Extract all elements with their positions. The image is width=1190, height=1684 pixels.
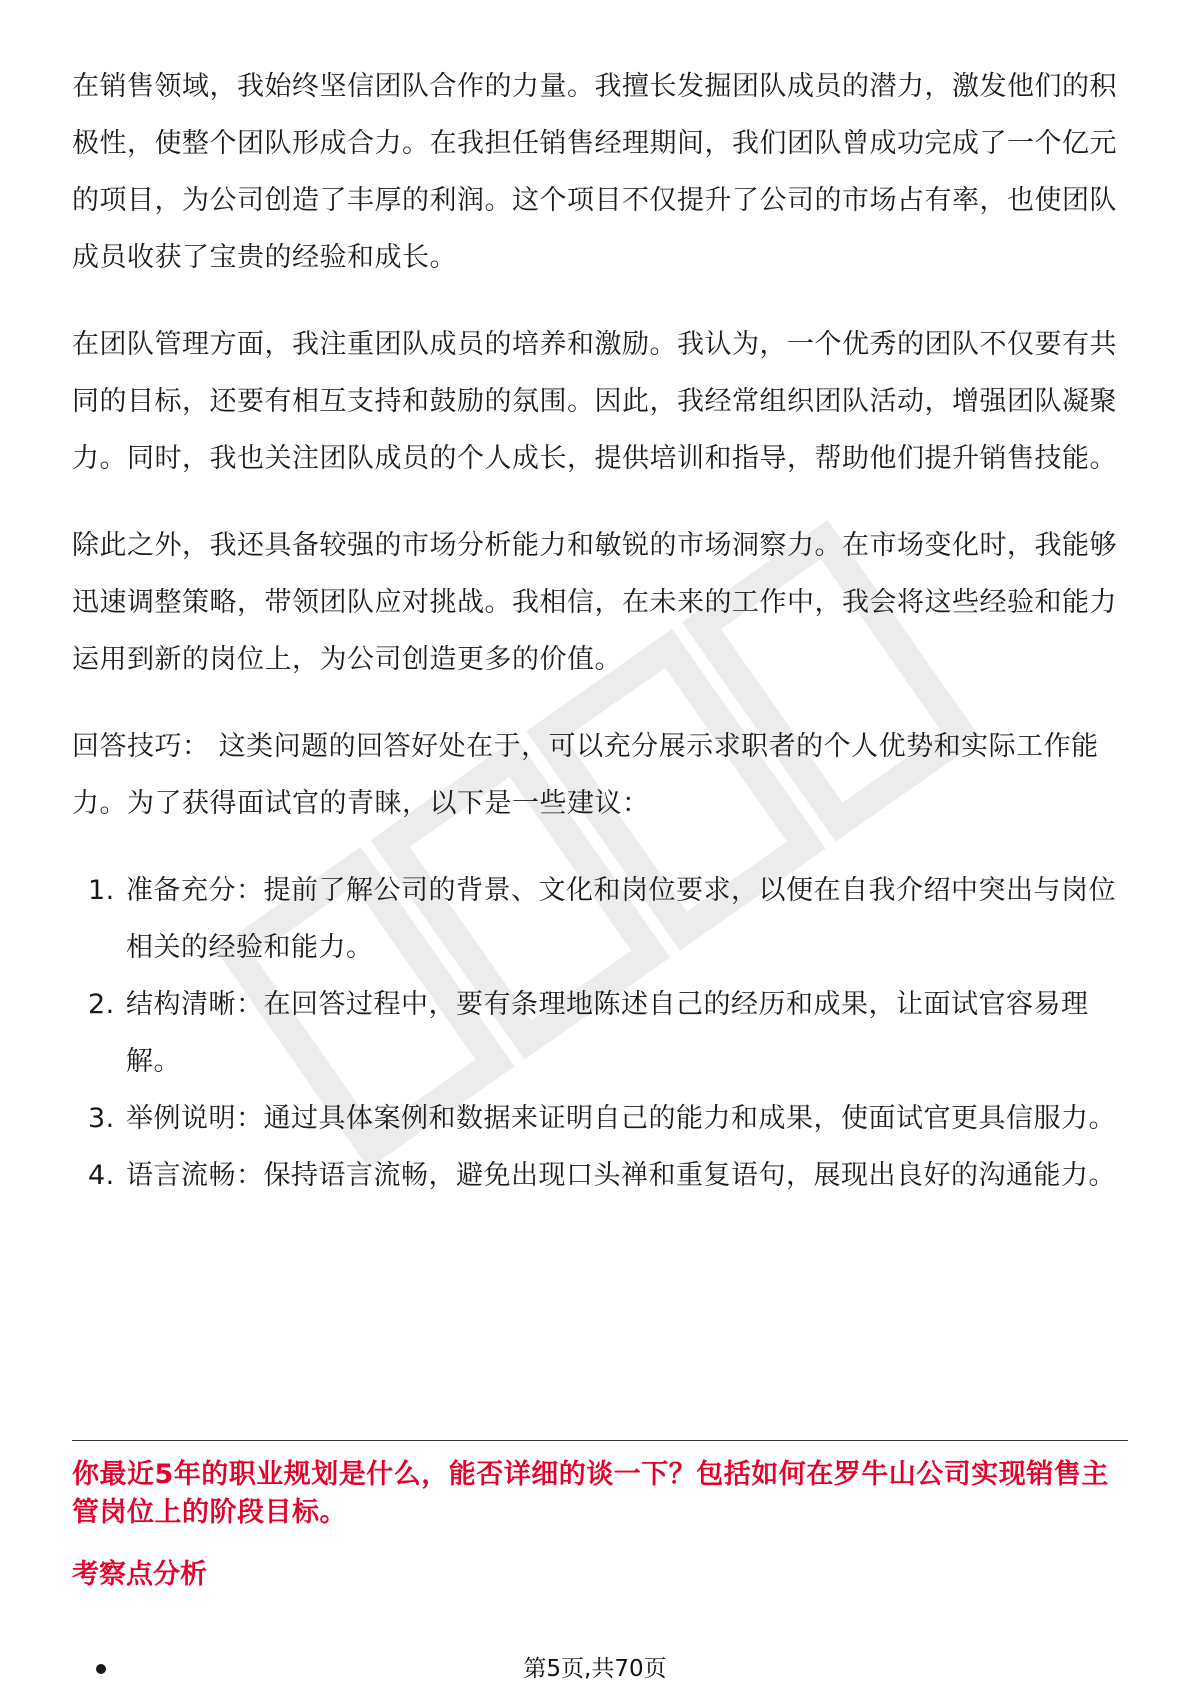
- list-item: [72, 1090, 1128, 1147]
- section-heading: 考察点分析: [72, 1559, 207, 1590]
- page-footer: [0, 1650, 1190, 1683]
- interview-question: 你最近5年的职业规划是什么，能否详细的谈一下？包括如何在罗牛山公司实现销售主管岗位上的阶段目标。: [72, 1459, 1109, 1528]
- tips-list: [72, 862, 1128, 1204]
- paragraph: 在团队管理方面，我注重团队成员的培养和激励。我认为，一个优秀的团队不仅要有共同的目标，还要有相互支持和鼓励的氛围。因此，我经常组织团队活动，增强团队凝聚力。同时，我也关注团队成员的个人成长，提供培训和指导，帮助他们提升销售技能。: [72, 329, 1117, 474]
- list-item-text: 举例说明：通过具体案例和数据来证明自己的能力和成果，使面试官更具信服力。: [126, 1103, 1116, 1134]
- list-number: 2.: [88, 989, 115, 1020]
- list-number: 3.: [88, 1103, 115, 1134]
- section-divider: [72, 1440, 1128, 1441]
- list-item-text: 准备充分：提前了解公司的背景、文化和岗位要求，以便在自我介绍中突出与岗位相关的经验和能力。: [126, 875, 1116, 963]
- paragraph: 在销售领域，我始终坚信团队合作的力量。我擅长发掘团队成员的潜力，激发他们的积极性，使整个团队形成合力。在我担任销售经理期间，我们团队曾成功完成了一个亿元的项目，为公司创造了丰厚的利润。这个项目不仅提升了公司的市场占有率，也使团队成员收获了宝贵的经验和成长。: [72, 71, 1117, 273]
- list-number: 4.: [88, 1160, 115, 1191]
- document-body: [72, 58, 1128, 1204]
- list-number: 1.: [88, 875, 115, 906]
- list-item: [72, 976, 1128, 1090]
- paragraph: 除此之外，我还具备较强的市场分析能力和敏锐的市场洞察力。在市场变化时，我能够迅速调整策略，带领团队应对挑战。我相信，在未来的工作中，我会将这些经验和能力运用到新的岗位上，为公司创造更多的价值。: [72, 530, 1117, 675]
- list-item-text: 语言流畅：保持语言流畅，避免出现口头禅和重复语句，展现出良好的沟通能力。: [126, 1160, 1116, 1191]
- tip-intro: 回答技巧： 这类问题的回答好处在于，可以充分展示求职者的个人优势和实际工作能力。为了获得面试官的青睐，以下是一些建议：: [72, 731, 1099, 819]
- list-item: [72, 1147, 1128, 1204]
- page-number: 第5页,共70页: [517, 1656, 672, 1682]
- list-item-text: 结构清晰：在回答过程中，要有条理地陈述自己的经历和成果，让面试官容易理解。: [126, 989, 1089, 1077]
- list-item: [72, 862, 1128, 976]
